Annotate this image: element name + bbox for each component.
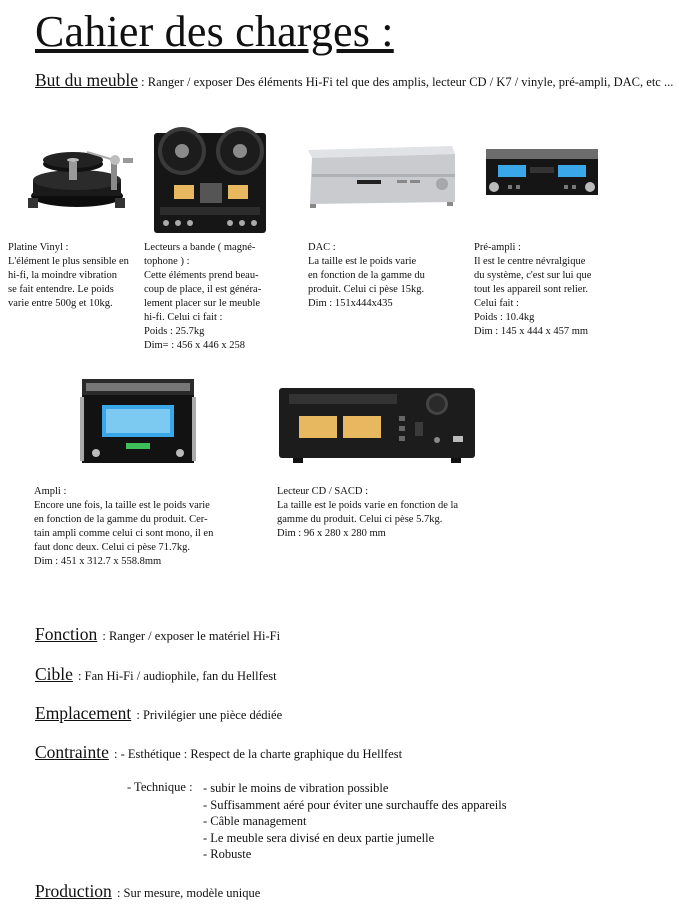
desc-line: gamme du produit. Celui ci pèse 5.7kg.: [277, 514, 443, 525]
cible-heading: Cible: [35, 664, 73, 684]
technique-label: - Technique :: [127, 780, 193, 794]
desc-line: Platine Vinyl :: [8, 242, 69, 253]
desc-line: en fonction de la gamme du: [308, 270, 425, 281]
cible-text: : Fan Hi-Fi / audiophile, fan du Hellfest: [74, 669, 277, 683]
fonction-text: : Ranger / exposer le matériel Hi-Fi: [99, 629, 281, 643]
fonction-heading: Fonction: [35, 624, 98, 644]
desc-line: lement placer sur le meuble: [144, 298, 261, 309]
production-heading: Production: [35, 881, 112, 901]
reel-to-reel-tape-deck-image: [152, 125, 268, 235]
desc-line: Encore une fois, la taille est le poids varie: [34, 500, 210, 511]
preamp-image: [484, 147, 600, 199]
desc-line: Lecteurs a bande ( magné-: [144, 242, 256, 253]
purpose-section: [35, 72, 675, 90]
technique-list: [203, 780, 507, 863]
emplacement-line: [35, 703, 282, 724]
technique-item: - subir le moins de vibration possible: [203, 781, 389, 795]
contrainte-line: [35, 742, 402, 763]
turntable-image: [25, 140, 137, 215]
desc-line: Dim : 145 x 444 x 457 mm: [474, 326, 589, 337]
desc-line: La taille est le poids varie en fonction de la: [277, 500, 459, 511]
desc-line: DAC :: [308, 242, 336, 253]
desc-line: du système, c'est sur lui que: [474, 270, 592, 281]
desc-line: Ampli :: [34, 486, 67, 497]
tape-deck-description: [144, 241, 284, 353]
page-title: Cahier des charges :: [35, 7, 394, 56]
cd-player-description: [277, 485, 507, 541]
amplifier-description: [34, 485, 264, 569]
desc-line: Poids : 25.7kg: [144, 326, 205, 337]
preamp-description: [474, 241, 624, 339]
desc-line: Pré-ampli :: [474, 242, 521, 253]
desc-line: hi-fi. Celui ci fait :: [144, 312, 223, 323]
contrainte-heading: Contrainte: [35, 742, 109, 762]
technique-item: - Suffisamment aéré pour éviter une surchauffe des appareils: [203, 797, 507, 812]
technique-item: - Robuste: [203, 847, 252, 861]
desc-line: tophone ) :: [144, 256, 190, 267]
desc-line: Dim : 451 x 312.7 x 558.8mm: [34, 556, 162, 567]
desc-line: coup de place, il est généra-: [144, 284, 262, 295]
fonction-line: [35, 624, 280, 645]
desc-line: produit. Celui ci pèse 15kg.: [308, 284, 425, 295]
contrainte-text: : - Esthétique : Respect de la charte graphique du Hellfest: [110, 747, 403, 761]
desc-line: Celui fait :: [474, 298, 519, 309]
desc-line: Dim : 96 x 280 x 280 mm: [277, 528, 386, 539]
production-line: [35, 881, 260, 902]
amplifier-image: [80, 377, 196, 467]
dac-description: [308, 241, 458, 311]
production-text: : Sur mesure, modèle unique: [113, 886, 261, 900]
desc-line: varie entre 500g et 10kg.: [8, 298, 113, 309]
turntable-description: [8, 241, 148, 311]
emplacement-text: : Privilégier une pièce dédiée: [133, 708, 283, 722]
cible-line: [35, 664, 277, 685]
desc-line: en fonction de la gamme du produit. Cer-: [34, 514, 208, 525]
desc-line: hi-fi, la moindre vibration: [8, 270, 118, 281]
desc-line: Il est le centre névralgique: [474, 256, 586, 267]
dac-image: [302, 144, 457, 209]
desc-line: faut donc deux. Celui ci pèse 71.7kg.: [34, 542, 191, 553]
purpose-text: : Ranger / exposer Des éléments Hi-Fi tel que des amplis, lecteur CD / K7 / vinyle, pré-ampli, DAC, etc ...: [138, 75, 674, 89]
purpose-heading: But du meuble: [35, 70, 139, 90]
desc-line: Dim : 151x444x435: [308, 298, 393, 309]
desc-line: tout les appareil sont relier.: [474, 284, 589, 295]
technique-item: - Le meuble sera divisé en deux partie jumelle: [203, 830, 435, 845]
desc-line: tain ampli comme celui ci sont mono, il en: [34, 528, 214, 539]
cd-sacd-player-image: [277, 386, 477, 464]
desc-line: se fait entendre. Le poids: [8, 284, 114, 295]
emplacement-heading: Emplacement: [35, 703, 132, 723]
desc-line: Dim= : 456 x 446 x 258: [144, 340, 246, 351]
desc-line: Lecteur CD / SACD :: [277, 486, 368, 497]
desc-line: Cette éléments prend beau-: [144, 270, 259, 281]
desc-line: Poids : 10.4kg: [474, 312, 535, 323]
technique-item: - Câble management: [203, 814, 307, 828]
desc-line: La taille est le poids varie: [308, 256, 417, 267]
desc-line: L'élément le plus sensible en: [8, 256, 129, 267]
